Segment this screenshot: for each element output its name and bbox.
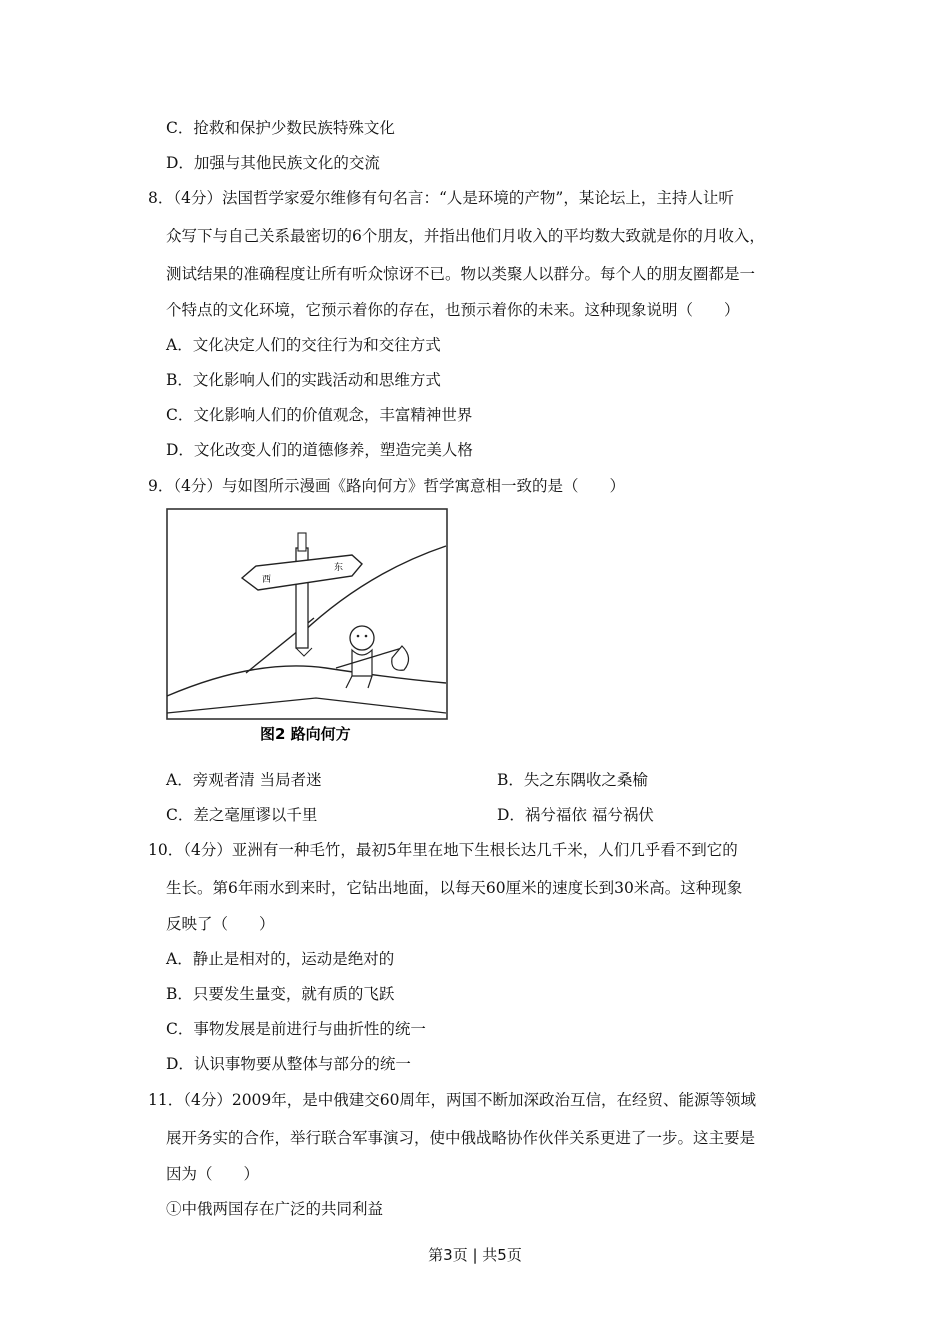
q8-stem-line-1: 8．（4分）法国哲学家爱尔维修有句名言：“人是环境的产物”，某论坛上，主持人让听 <box>148 189 734 207</box>
q7-option-c: C．抢救和保护少数民族特殊文化 <box>166 119 395 137</box>
q9-option-c: C．差之毫厘谬以千里 <box>166 806 318 824</box>
q11-stem-line-1: 11．（4分）2009年，是中俄建交60周年，两国不断加深政治互信，在经贸、能源等领域 <box>148 1091 757 1109</box>
q9-stem: 9．（4分）与如图所示漫画《路向何方》哲学寓意相一致的是（ ） <box>148 477 625 495</box>
q10-option-a: A．静止是相对的，运动是绝对的 <box>166 950 395 968</box>
cartoon-illustration <box>166 508 456 746</box>
q9-option-a: A．旁观者清 当局者迷 <box>166 771 322 789</box>
q8-stem-line-2: 众写下与自己关系最密切的6个朋友，并指出他们月收入的平均数大致就是你的月收入， <box>166 227 765 245</box>
q7-option-d: D．加强与其他民族文化的交流 <box>166 154 380 172</box>
q10-stem-line-3: 反映了（ ） <box>166 915 275 933</box>
q8-option-c: C．文化影响人们的价值观念，丰富精神世界 <box>166 406 473 424</box>
q8-stem-line-4: 个特点的文化环境，它预示着你的存在，也预示着你的未来。这种现象说明（ ） <box>166 301 740 319</box>
cartoon-figure <box>166 508 456 746</box>
character-head <box>350 626 374 650</box>
q9-option-b: B．失之东隅收之桑榆 <box>497 771 648 789</box>
q10-stem-line-2: 生长。第6年雨水到来时，它钻出地面，以每天60厘米的速度长到30米高。这种现象 <box>166 879 743 897</box>
sign-east-label: 东 <box>334 563 344 573</box>
q10-option-d: D．认识事物要从整体与部分的统一 <box>166 1055 411 1073</box>
q11-item-1: ①中俄两国存在广泛的共同利益 <box>166 1200 384 1218</box>
q11-stem-line-2: 展开务实的合作，举行联合军事演习，使中俄战略协作伙伴关系更进了一步。这主要是 <box>166 1129 756 1147</box>
page-footer: 第3页 | 共5页 <box>428 1246 522 1264</box>
q10-stem-line-1: 10．（4分）亚洲有一种毛竹，最初5年里在地下生根长达几千米，人们几乎看不到它的 <box>148 841 738 859</box>
figure-caption: 图2 路向何方 <box>260 725 351 743</box>
sign-west-label: 西 <box>262 575 272 585</box>
q8-stem-line-3: 测试结果的准确程度让所有听众惊讶不已。物以类聚人以群分。每个人的朋友圈都是一 <box>166 265 756 283</box>
q10-option-b: B．只要发生量变，就有质的飞跃 <box>166 985 395 1003</box>
q10-option-c: C．事物发展是前进行与曲折性的统一 <box>166 1020 426 1038</box>
q9-option-d: D．祸兮福依 福兮祸伏 <box>497 806 654 824</box>
q8-option-b: B．文化影响人们的实践活动和思维方式 <box>166 371 441 389</box>
q8-option-d: D．文化改变人们的道德修养，塑造完美人格 <box>166 441 473 459</box>
q11-stem-line-3: 因为（ ） <box>166 1165 260 1183</box>
q8-option-a: A．文化决定人们的交往行为和交往方式 <box>166 336 441 354</box>
signpost-top <box>298 533 306 551</box>
